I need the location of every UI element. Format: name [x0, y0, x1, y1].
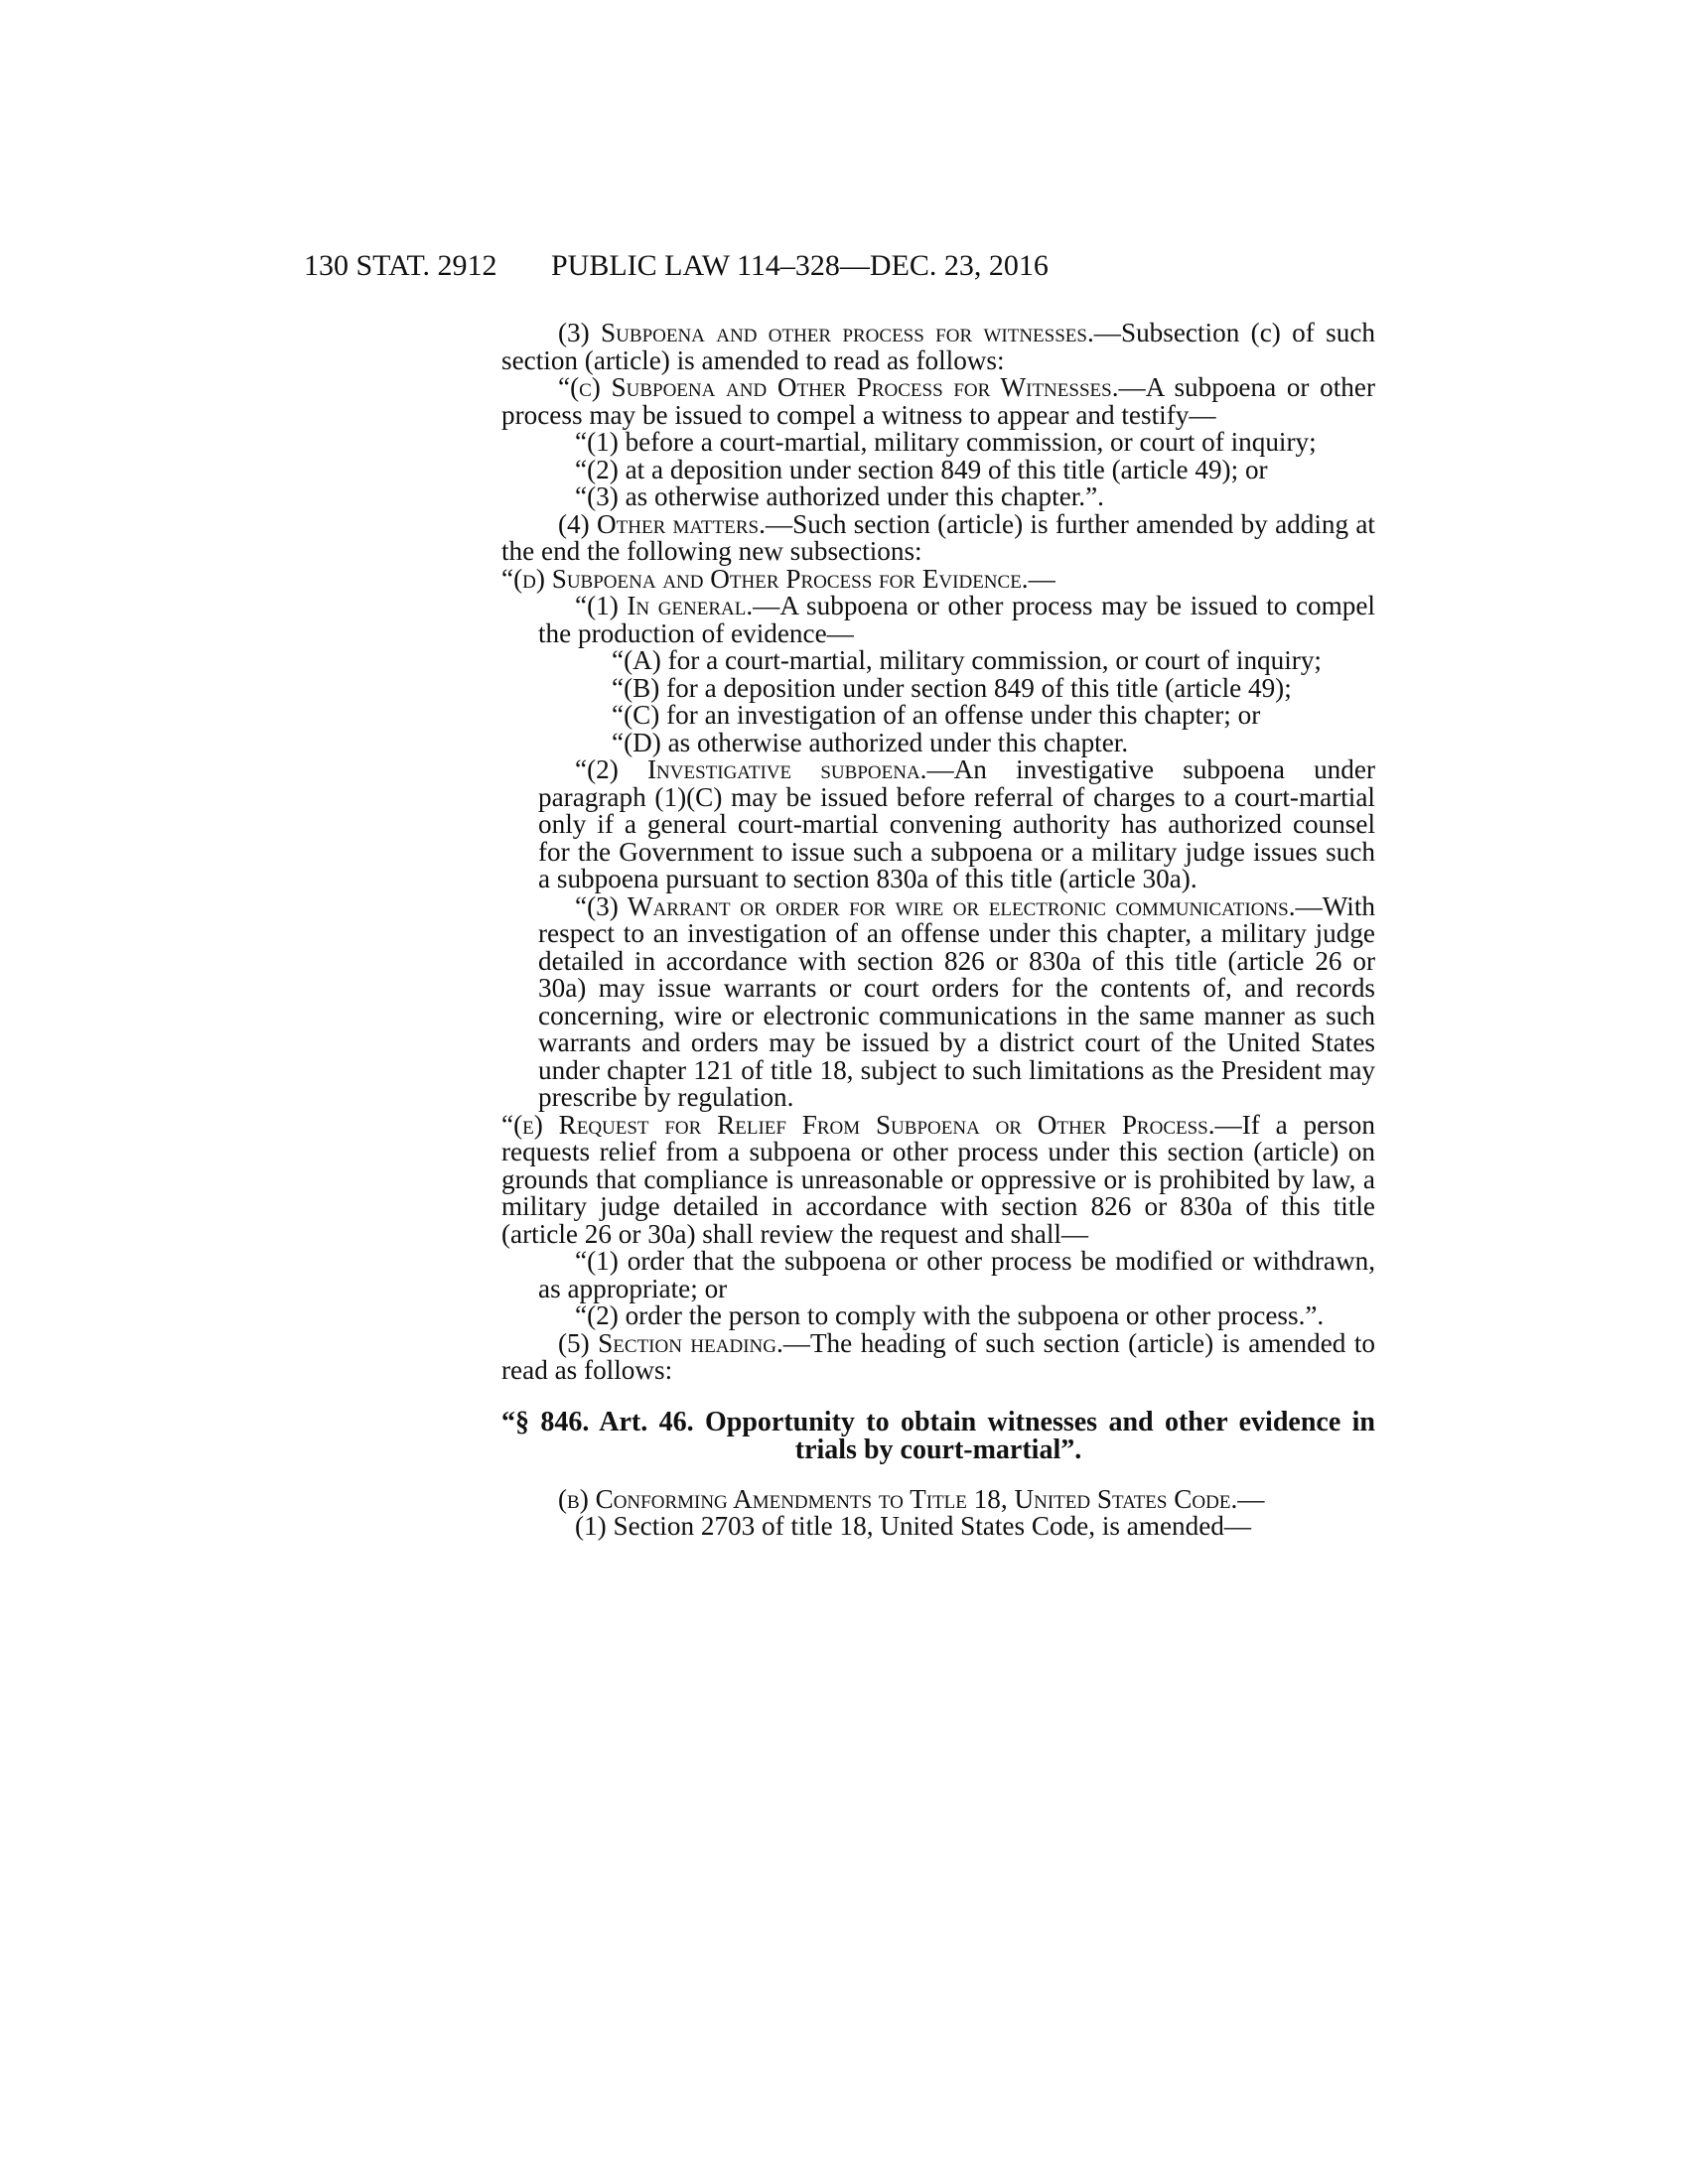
clause-d3-heading: “(3) Warrant or order for wire or electronic communications. [575, 890, 1296, 921]
paragraph-3 [501, 320, 1375, 374]
clause-d2-text: —An investigative subpoena under paragraph (1)(C) may be issued before referral of charges to a court-martial only if a general court-martial convening authority has authorized counsel for the Government to issue such a subpoena or a military judge issues such a subpoena pursuant to section 830a of this title (article 30a). [538, 754, 1375, 893]
paragraph-5-text: —The heading of such section (article) is amended to read as follows: [501, 1327, 1375, 1385]
clause-d3-text: —With respect to an investigation of an offense under this chapter, a military judge detailed in accordance with section 826 or 830a of this title (article 26 or 30a) may issue warrants or court orders for the contents of, and records concerning, wire or electronic communications in the same manner as such warrants and orders may be issued by a district court of the United States under chapter 121 of title 18, subject to such limitations as the President may prescribe by regulation. [538, 890, 1375, 1112]
subsection-d [501, 563, 1375, 594]
paragraph-5-heading: (5) Section heading. [558, 1327, 783, 1358]
clause-d1-heading: “(1) In general. [575, 591, 754, 620]
subsection-c-heading: “(c) Subpoena and Other Process for Witnesses. [558, 372, 1119, 402]
clause-d1-text: —A subpoena or other process may be issued to compel the production of evidence— [538, 591, 1375, 648]
subsection-b-text: — [1237, 1483, 1265, 1514]
subsection-b-heading: (b) Conforming Amendments to Title 18, United States Code. [558, 1483, 1238, 1514]
clause-c1: “(1) before a court-martial, military commission, or court of inquiry; [575, 427, 1317, 457]
stat-citation: 130 STAT. 2912 [304, 249, 497, 282]
subsection-e [501, 1109, 1375, 1249]
section-heading: “§ 846. Art. 46. Opportunity to obtain witnesses and other evidence in trials by court-martial”. [501, 1406, 1375, 1465]
subclause-dD: “(D) as otherwise authorized under this chapter. [612, 727, 1129, 757]
clause-b1: (1) Section 2703 of title 18, United States Code, is amended— [575, 1511, 1252, 1541]
clause-d1 [501, 593, 1375, 647]
clause-c3: “(3) as otherwise authorized under this chapter.”. [575, 481, 1104, 511]
paragraph-4-heading: (4) Other matters. [558, 508, 766, 539]
subsection-d-heading: “(d) Subpoena and Other Process for Evidence. [501, 563, 1029, 594]
subsection-e-heading: “(e) Request for Relief From Subpoena or Other Process. [501, 1109, 1215, 1140]
paragraph-3-text: —Subsection (c) of such section (article) is amended to read as follows: [501, 318, 1375, 375]
subclause-dA: “(A) for a court-martial, military commission, or court of inquiry; [612, 645, 1322, 675]
subsection-d-text: — [1028, 563, 1055, 594]
paragraph-5 [501, 1327, 1375, 1385]
subsection-e-text: —If a person requests relief from a subpoena or other process under this section (article) on grounds that compliance is unreasonable or oppressive or is prohibited by law, a military judge detailed in accordance with section 826 or 830a of this title (article 26 or 30a) shall review the request and shall— [501, 1109, 1375, 1249]
subsection-b [501, 1483, 1375, 1514]
document-body [501, 320, 1375, 1541]
subsection-c [501, 374, 1375, 429]
paragraph-3-heading: (3) Subpoena and other process for witnesses. [558, 318, 1094, 347]
public-law-title: PUBLIC LAW 114–328—DEC. 23, 2016 [551, 249, 1049, 282]
clause-d2 [501, 756, 1375, 893]
paragraph-4 [501, 508, 1375, 566]
subclause-dC: “(C) for an investigation of an offense under this chapter; or [612, 700, 1261, 730]
paragraph-4-text: —Such section (article) is further amended by adding at the end the following new subsections: [501, 508, 1375, 566]
clause-e1: “(1) order that the subpoena or other process be modified or withdrawn, as appropriate; or [538, 1246, 1375, 1303]
subclause-dB: “(B) for a deposition under section 849 of this title (article 49); [612, 672, 1292, 703]
clause-d3 [501, 890, 1375, 1112]
clause-e2: “(2) order the person to comply with the subpoena or other process.”. [575, 1300, 1325, 1330]
subsection-c-text: —A subpoena or other process may be issued to compel a witness to appear and testify— [501, 372, 1375, 430]
clause-d2-heading: “(2) Investigative subpoena. [575, 754, 927, 784]
clause-c2: “(2) at a deposition under section 849 of this title (article 49); or [575, 454, 1268, 484]
